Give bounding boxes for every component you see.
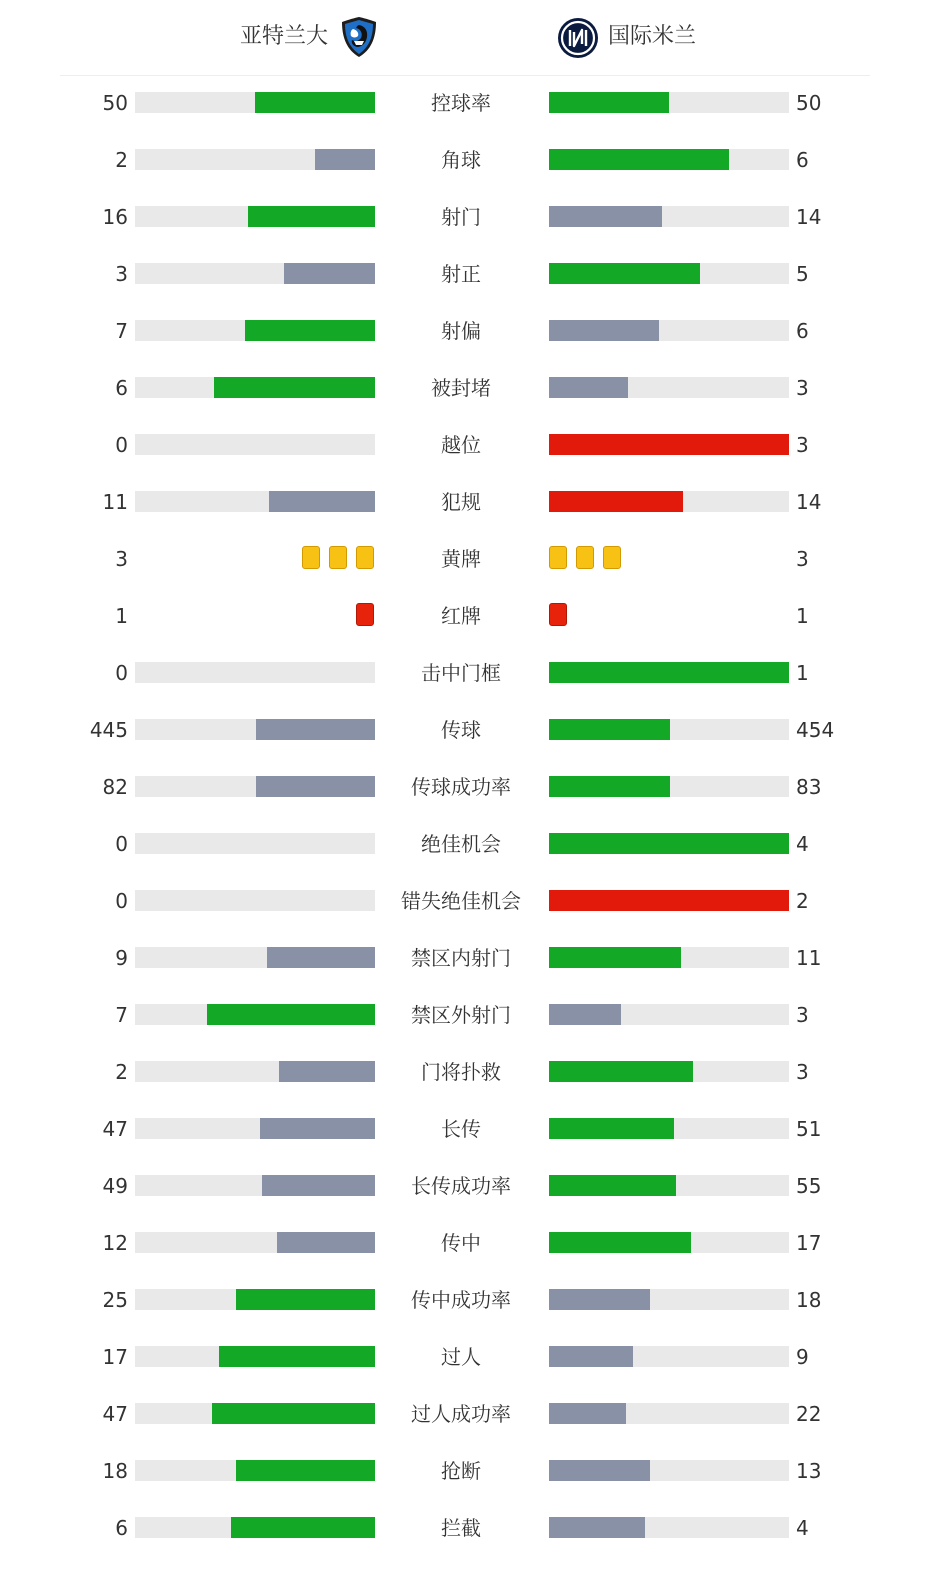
away-stat-value: 11 — [796, 946, 822, 970]
yellow-card-icon — [603, 546, 621, 569]
home-stat-bar — [135, 1346, 375, 1367]
home-stat-value: 16 — [102, 205, 128, 229]
yellow-card-icon — [302, 546, 320, 569]
away-stat-bar — [549, 92, 789, 113]
away-stat-value: 3 — [796, 1003, 809, 1027]
home-stat-value: 445 — [89, 718, 128, 742]
home-stat-bar — [135, 1061, 375, 1082]
away-stat-bar — [549, 890, 789, 911]
away-stat-bar-fill — [549, 206, 662, 227]
away-stat-bar — [549, 1118, 789, 1139]
away-stat-bar-fill — [549, 491, 683, 512]
home-stat-value: 2 — [115, 148, 128, 172]
away-stat-value: 14 — [796, 205, 822, 229]
home-cards — [135, 603, 375, 627]
yellow-card-icon — [356, 546, 374, 569]
yellow-card-icon — [576, 546, 594, 569]
home-stat-bar — [135, 1232, 375, 1253]
home-stat-bar — [135, 1118, 375, 1139]
away-stat-bar — [549, 1004, 789, 1025]
home-stat-bar-fill — [255, 92, 375, 113]
away-team-name: 国际米兰 — [608, 24, 697, 49]
away-stat-value: 55 — [796, 1174, 822, 1198]
away-stat-bar-fill — [549, 1460, 650, 1481]
stat-row — [0, 881, 926, 921]
home-stat-bar — [135, 776, 375, 797]
stat-row — [0, 311, 926, 351]
away-stat-bar — [549, 149, 789, 170]
away-stat-bar-fill — [549, 263, 700, 284]
away-stat-bar — [549, 491, 789, 512]
away-stat-bar — [549, 320, 789, 341]
away-stat-bar-fill — [549, 662, 789, 683]
red-card-icon — [549, 603, 567, 626]
home-stat-value: 6 — [115, 1516, 128, 1540]
stat-row — [0, 140, 926, 180]
away-stat-value: 51 — [796, 1117, 822, 1141]
away-stat-value: 83 — [796, 775, 822, 799]
home-stat-value: 6 — [115, 376, 128, 400]
stat-row — [0, 83, 926, 123]
home-stat-value: 0 — [115, 889, 128, 913]
away-stat-value: 3 — [796, 547, 809, 571]
away-stat-bar-fill — [549, 1232, 691, 1253]
home-stat-value: 0 — [115, 433, 128, 457]
home-stat-value: 18 — [102, 1459, 128, 1483]
home-stat-bar-fill — [262, 1175, 375, 1196]
away-stat-value: 13 — [796, 1459, 822, 1483]
home-stat-bar — [135, 377, 375, 398]
stat-label: 红牌 — [441, 604, 481, 628]
away-stat-bar-fill — [549, 149, 729, 170]
stat-label: 射偏 — [441, 319, 481, 343]
stat-label: 禁区内射门 — [411, 946, 511, 970]
away-stat-value: 22 — [796, 1402, 822, 1426]
home-stat-value: 17 — [102, 1345, 128, 1369]
away-stat-bar-fill — [549, 1346, 633, 1367]
away-stat-bar — [549, 1232, 789, 1253]
away-stat-bar-fill — [549, 1061, 693, 1082]
away-stat-bar — [549, 1346, 789, 1367]
home-stat-bar-fill — [260, 1118, 375, 1139]
stat-label: 击中门框 — [421, 661, 501, 685]
stat-row — [0, 1280, 926, 1320]
away-stat-value: 14 — [796, 490, 822, 514]
home-stat-bar-fill — [214, 377, 375, 398]
home-stat-bar — [135, 92, 375, 113]
home-stat-bar — [135, 1517, 375, 1538]
stat-label: 越位 — [441, 433, 481, 457]
home-stat-value: 3 — [115, 262, 128, 286]
home-stat-bar-fill — [212, 1403, 375, 1424]
home-stat-bar — [135, 149, 375, 170]
stat-row — [0, 482, 926, 522]
home-stat-value: 49 — [102, 1174, 128, 1198]
home-stat-bar — [135, 434, 375, 455]
home-stat-value: 50 — [102, 91, 128, 115]
away-stat-value: 5 — [796, 262, 809, 286]
stat-label: 门将扑救 — [421, 1060, 501, 1084]
stat-row — [0, 995, 926, 1035]
home-stat-bar — [135, 1403, 375, 1424]
home-stat-value: 1 — [115, 604, 128, 628]
away-stat-value: 4 — [796, 1516, 809, 1540]
home-stat-bar-fill — [219, 1346, 375, 1367]
stat-row — [0, 710, 926, 750]
home-stat-value: 12 — [102, 1231, 128, 1255]
home-stat-bar-fill — [207, 1004, 375, 1025]
stat-row — [0, 197, 926, 237]
away-stat-value: 17 — [796, 1231, 822, 1255]
stat-row — [0, 1508, 926, 1548]
away-stat-value: 454 — [796, 718, 835, 742]
home-stat-bar-fill — [256, 719, 375, 740]
away-stat-bar-fill — [549, 92, 669, 113]
home-stat-value: 47 — [102, 1117, 128, 1141]
away-stat-bar — [549, 719, 789, 740]
away-cards — [549, 603, 789, 627]
stat-label: 传球成功率 — [411, 775, 511, 799]
home-stat-value: 2 — [115, 1060, 128, 1084]
away-stat-bar — [549, 377, 789, 398]
away-stat-bar — [549, 1061, 789, 1082]
away-stat-bar — [549, 434, 789, 455]
home-stat-bar-fill — [284, 263, 375, 284]
away-stat-value: 3 — [796, 433, 809, 457]
yellow-card-icon — [549, 546, 567, 569]
home-stat-bar — [135, 662, 375, 683]
away-stat-bar — [549, 1517, 789, 1538]
atalanta-crest-icon — [338, 16, 380, 58]
stat-label: 绝佳机会 — [421, 832, 501, 856]
home-stat-bar — [135, 491, 375, 512]
away-stat-value: 2 — [796, 889, 809, 913]
home-stat-value: 0 — [115, 661, 128, 685]
stat-row — [0, 539, 926, 579]
home-stat-bar — [135, 947, 375, 968]
away-stat-bar-fill — [549, 1403, 626, 1424]
home-stat-value: 82 — [102, 775, 128, 799]
home-stat-bar — [135, 719, 375, 740]
away-stat-bar — [549, 947, 789, 968]
home-stat-bar — [135, 320, 375, 341]
away-stat-bar-fill — [549, 1004, 621, 1025]
away-stat-value: 3 — [796, 376, 809, 400]
away-stat-bar-fill — [549, 1517, 645, 1538]
home-stat-value: 0 — [115, 832, 128, 856]
home-stat-bar-fill — [231, 1517, 375, 1538]
home-team-name: 亚特兰大 — [239, 24, 328, 49]
home-stat-bar — [135, 263, 375, 284]
stat-row — [0, 1166, 926, 1206]
match-header — [0, 0, 926, 76]
stat-label: 犯规 — [441, 490, 481, 514]
stat-row — [0, 1109, 926, 1149]
home-stat-bar — [135, 1175, 375, 1196]
home-stat-bar — [135, 1289, 375, 1310]
away-stat-bar-fill — [549, 833, 789, 854]
home-stat-bar — [135, 1004, 375, 1025]
home-stat-value: 47 — [102, 1402, 128, 1426]
stat-label: 过人 — [441, 1345, 481, 1369]
home-stat-bar-fill — [279, 1061, 375, 1082]
stat-label: 射正 — [441, 262, 481, 286]
stat-label: 长传成功率 — [411, 1174, 511, 1198]
home-stat-bar-fill — [269, 491, 375, 512]
home-stat-bar — [135, 833, 375, 854]
stat-row — [0, 254, 926, 294]
home-stat-value: 7 — [115, 319, 128, 343]
away-stat-bar-fill — [549, 1175, 676, 1196]
away-stat-bar — [549, 1460, 789, 1481]
stat-label: 传球 — [441, 718, 481, 742]
home-stat-bar — [135, 890, 375, 911]
away-stat-value: 6 — [796, 319, 809, 343]
away-stat-value: 6 — [796, 148, 809, 172]
away-stat-bar — [549, 1403, 789, 1424]
stat-row — [0, 1223, 926, 1263]
away-stat-bar — [549, 776, 789, 797]
away-stat-bar-fill — [549, 1118, 674, 1139]
stat-row — [0, 596, 926, 636]
away-stat-bar-fill — [549, 947, 681, 968]
away-stat-bar-fill — [549, 377, 628, 398]
red-card-icon — [356, 603, 374, 626]
stat-row — [0, 824, 926, 864]
stat-label: 角球 — [441, 148, 481, 172]
home-stat-value: 25 — [102, 1288, 128, 1312]
away-stat-bar — [549, 1175, 789, 1196]
away-stat-bar — [549, 662, 789, 683]
home-stat-bar-fill — [277, 1232, 375, 1253]
away-stat-bar-fill — [549, 320, 659, 341]
away-stat-bar — [549, 1289, 789, 1310]
away-stat-bar-fill — [549, 719, 670, 740]
header-divider — [60, 75, 870, 76]
inter-crest-icon — [557, 17, 599, 59]
away-stat-value: 1 — [796, 661, 809, 685]
home-stat-bar — [135, 1460, 375, 1481]
away-stat-value: 18 — [796, 1288, 822, 1312]
away-stat-bar — [549, 206, 789, 227]
home-stat-value: 7 — [115, 1003, 128, 1027]
home-stat-value: 11 — [102, 490, 128, 514]
stat-label: 过人成功率 — [411, 1402, 511, 1426]
home-stat-value: 9 — [115, 946, 128, 970]
stat-row — [0, 767, 926, 807]
away-cards — [549, 546, 789, 570]
stat-label: 长传 — [441, 1117, 481, 1141]
stat-label: 射门 — [441, 205, 481, 229]
stat-row — [0, 1394, 926, 1434]
home-stat-bar-fill — [248, 206, 375, 227]
home-stat-bar-fill — [245, 320, 375, 341]
stat-row — [0, 368, 926, 408]
yellow-card-icon — [329, 546, 347, 569]
stat-label: 抢断 — [441, 1459, 481, 1483]
stat-label: 传中成功率 — [411, 1288, 511, 1312]
stat-row — [0, 653, 926, 693]
stat-label: 拦截 — [441, 1516, 481, 1540]
home-cards — [135, 546, 375, 570]
away-stat-value: 9 — [796, 1345, 809, 1369]
away-stat-value: 3 — [796, 1060, 809, 1084]
away-stat-value: 1 — [796, 604, 809, 628]
stat-label: 禁区外射门 — [411, 1003, 511, 1027]
stat-label: 错失绝佳机会 — [401, 889, 521, 913]
stat-label: 被封堵 — [431, 376, 491, 400]
stat-row — [0, 425, 926, 465]
stat-label: 黄牌 — [441, 547, 481, 571]
home-stat-bar-fill — [256, 776, 375, 797]
home-stat-bar-fill — [236, 1289, 375, 1310]
away-stat-bar-fill — [549, 434, 789, 455]
away-stat-bar-fill — [549, 776, 670, 797]
home-stat-value: 3 — [115, 547, 128, 571]
away-stat-value: 4 — [796, 832, 809, 856]
stat-row — [0, 1052, 926, 1092]
stat-row — [0, 1451, 926, 1491]
home-stat-bar-fill — [267, 947, 375, 968]
stat-label: 控球率 — [431, 91, 491, 115]
stat-row — [0, 1337, 926, 1377]
away-stat-bar-fill — [549, 890, 789, 911]
home-stat-bar — [135, 206, 375, 227]
away-stat-bar — [549, 263, 789, 284]
stat-row — [0, 938, 926, 978]
away-stat-value: 50 — [796, 91, 822, 115]
away-stat-bar-fill — [549, 1289, 650, 1310]
away-stat-bar — [549, 833, 789, 854]
home-stat-bar-fill — [315, 149, 375, 170]
home-stat-bar-fill — [236, 1460, 375, 1481]
stat-label: 传中 — [441, 1231, 481, 1255]
